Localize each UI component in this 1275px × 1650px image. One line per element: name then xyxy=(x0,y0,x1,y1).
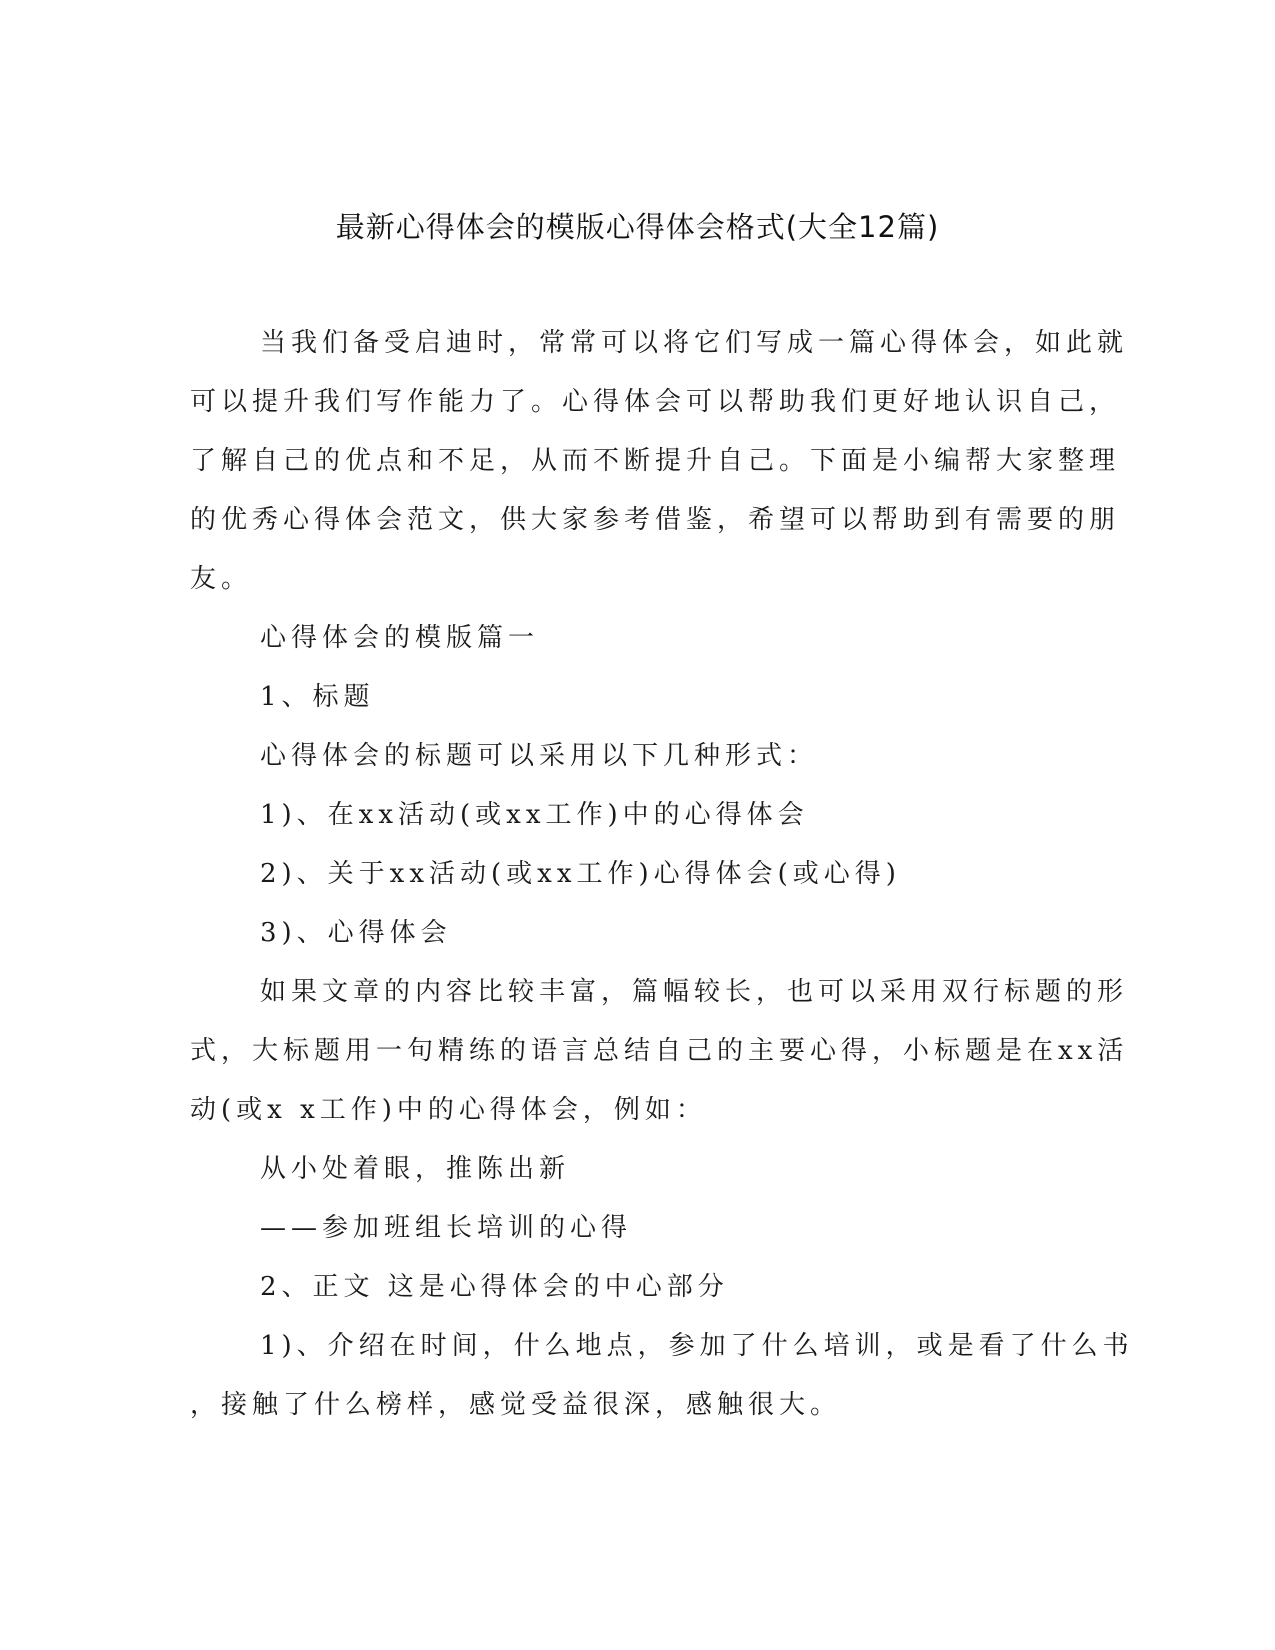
subsection-heading: 1、标题 xyxy=(260,682,375,712)
list-item: 3)、心得体会 xyxy=(260,918,452,948)
paragraph-line: 可以提升我们写作能力了。心得体会可以帮助我们更好地认识自己， xyxy=(190,387,1121,417)
list-item: 1)、在xx活动(或xx工作)中的心得体会 xyxy=(260,800,809,830)
document-title: 最新心得体会的模版心得体会格式(大全12篇) xyxy=(335,210,940,244)
paragraph-line: 如果文章的内容比较丰富，篇幅较长，也可以采用双行标题的形 xyxy=(260,977,1129,1007)
paragraph-line: ，接触了什么榜样，感觉受益很深，感触很大。 xyxy=(190,1390,842,1420)
paragraph-line: 了解自己的优点和不足，从而不断提升自己。下面是小编帮大家整理 xyxy=(190,446,1121,476)
paragraph-line: 友。 xyxy=(190,564,253,594)
list-item: 1)、介绍在时间，什么地点，参加了什么培训，或是看了什么书 xyxy=(260,1331,1134,1361)
paragraph-line: 心得体会的标题可以采用以下几种形式： xyxy=(260,741,819,771)
paragraph-line: 式，大标题用一句精练的语言总结自己的主要心得，小标题是在xx活 xyxy=(190,1036,1129,1066)
section-heading: 心得体会的模版篇一 xyxy=(260,623,540,653)
list-item: 2)、关于xx活动(或xx工作)心得体会(或心得) xyxy=(260,859,901,889)
example-title: 从小处着眼，推陈出新 xyxy=(260,1154,571,1184)
paragraph-line: 动(或x x工作)中的心得体会，例如： xyxy=(190,1095,707,1125)
paragraph-line: 的优秀心得体会范文，供大家参考借鉴，希望可以帮助到有需要的朋 xyxy=(190,505,1121,535)
example-subtitle: ——参加班组长培训的心得 xyxy=(260,1213,633,1243)
subsection-heading: 2、正文 这是心得体会的中心部分 xyxy=(260,1272,729,1302)
paragraph-line: 当我们备受启迪时，常常可以将它们写成一篇心得体会，如此就 xyxy=(260,328,1129,358)
